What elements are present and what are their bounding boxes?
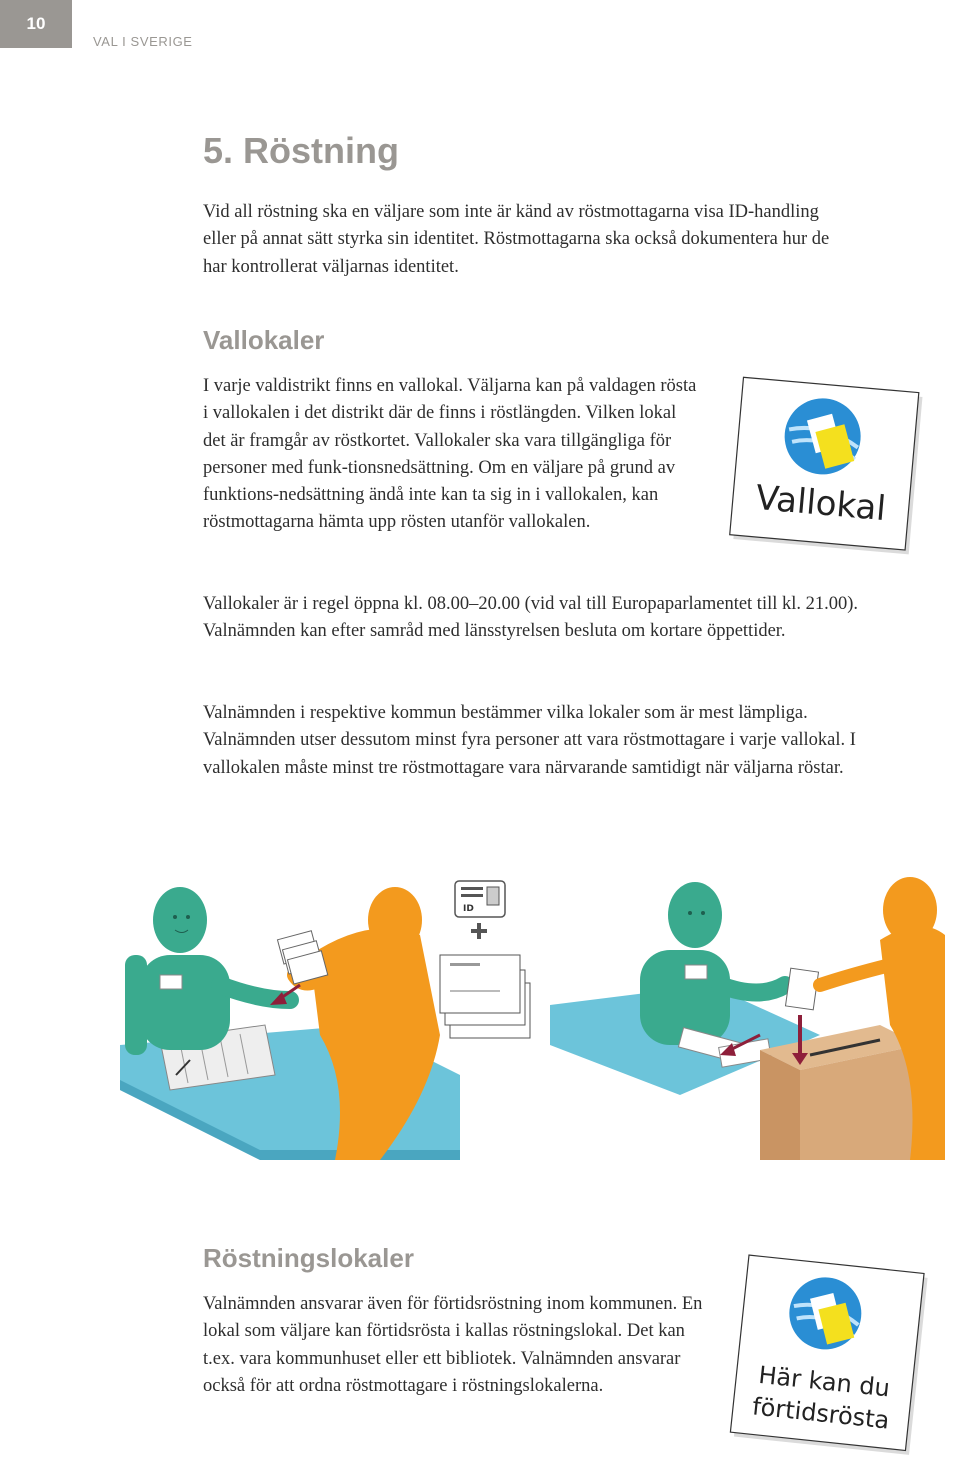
heading-rostningslokaler: Röstningslokaler bbox=[203, 1243, 414, 1273]
vallokaler-paragraph-2: Vallokaler är i regel öppna kl. 08.00–20.00 (vid val till Europaparlamentet till kl. 21.00). Valnämnden kan efter samråd med länsstyrelsen besluta om kortare öppettider. bbox=[203, 594, 859, 642]
voting-illustration bbox=[120, 875, 945, 1160]
vallokal-sign bbox=[728, 375, 928, 560]
vallokaler-paragraph-1: I varje valdistrikt finns en vallokal. Väljarna kan på valdagen rösta i vallokalen i det distrikt där de finns i röstlängden. Vilken lokal det är framgår av röstkortet. Vallokaler ska vara tillgängliga för personer med funk-tionsnedsättning. Om en väljare på grund av funktions-nedsättning ändå inte kan ta sig in i vallokalen, kan röstmottagarna hämta upp rösten utanför vallokalen. bbox=[203, 376, 697, 533]
fortidsrosta-sign bbox=[727, 1250, 932, 1460]
page-number-text: 10 bbox=[26, 14, 46, 33]
voting-cards bbox=[440, 955, 530, 1038]
running-head: VAL I SVERIGE bbox=[93, 34, 193, 49]
plus-icon bbox=[471, 923, 487, 939]
vallokal-sign-text: Vallokal bbox=[754, 477, 888, 530]
teal-official-right bbox=[640, 882, 785, 1067]
page-number bbox=[0, 0, 72, 48]
intro-paragraph: Vid all röstning ska en väljare som inte är känd av röstmottagarna visa ID-handling eller på annat sätt styrka sin identitet. Röstmottagarna ska också dokumentera hur de har kontrollerat väljarnas identitet. bbox=[203, 202, 830, 277]
fortidsrosta-sign-line1: Här kan du bbox=[757, 1360, 892, 1403]
id-card bbox=[455, 881, 505, 917]
fortidsrosta-sign-line2: förtidsrösta bbox=[751, 1392, 891, 1435]
heading-vallokaler: Vallokaler bbox=[203, 325, 325, 355]
id-card-label: ID bbox=[463, 904, 474, 914]
chapter-title: 5. Röstning bbox=[203, 130, 399, 171]
vallokaler-paragraph-3: Valnämnden i respektive kommun bestämmer vilka lokaler som är mest lämpliga. Valnämnden utser dessutom minst fyra personer att vara röstmottagare i varje vallokal. I vallokalen måste minst tre röstmottagare vara närvarande samtidigt när väljarna röstar. bbox=[203, 703, 856, 778]
rostningslokaler-paragraph: Valnämnden ansvarar även för förtidsröstning inom kommunen. En lokal som väljare kan förtidsrösta i kallas röstningslokal. Det kan t.ex. vara kommunhuset eller ett bibliotek. Valnämnden ansvarar också för att ordna röstmottagare i röstningslokalerna. bbox=[203, 1294, 703, 1396]
